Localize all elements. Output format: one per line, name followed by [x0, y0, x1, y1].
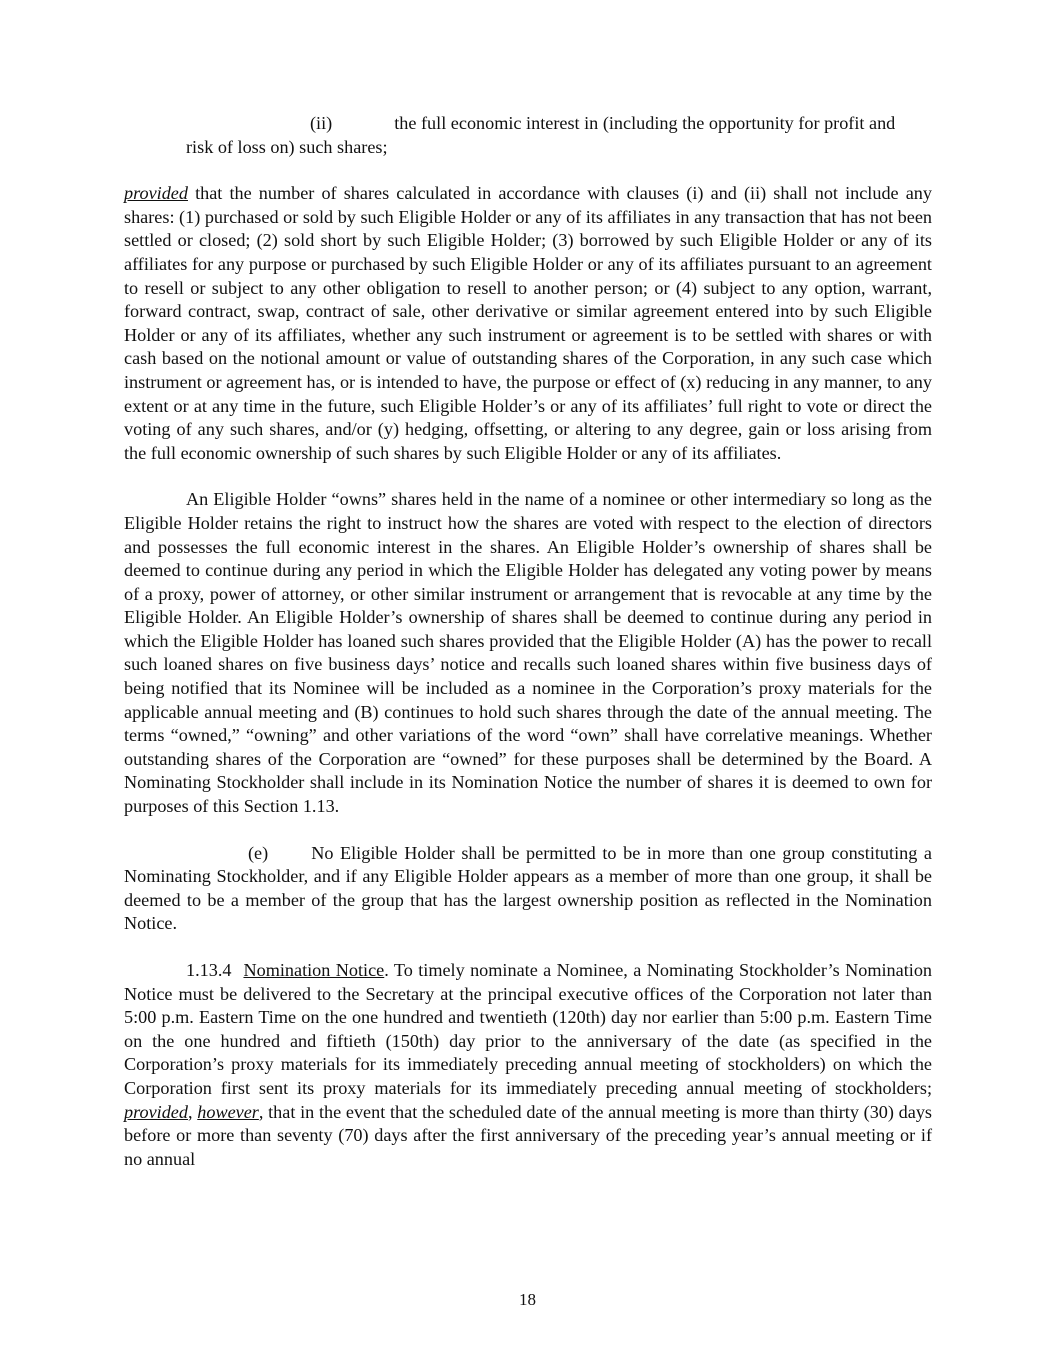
however-term: however	[197, 1101, 259, 1122]
section-text-before: To timely nominate a Nominee, a Nominating Stockholder’s Nomination Notice must be delivered to the Secretary at the principal executive offices of the Corporation not later than 5:00 p.m. Eastern Time on the one hundred and twentieth (120th) day nor earlier than 5:00 p.m. Eastern Time on the one hundred and fiftieth (150th) day prior to the anniversary of the date (as specified in the Corporation’s proxy materials for its immediately preceding annual meeting of stockholders) on which the Corporation first sent its proxy materials for its immediately preceding annual meeting of stockholders;	[124, 960, 933, 1098]
section-heading-end: .	[384, 960, 389, 980]
clause-e-text: No Eligible Holder shall be permitted to be in more than one group constituting a Nominating Stockholder, and if any Eligible Holder appears as a member of more than one group, it shall be deemed to be a member of the group that has the largest ownership position as reflected in the Nomination Notice.	[124, 842, 932, 934]
clause-ii-line1	[186, 112, 932, 136]
proviso-text: that the number of shares calculated in accordance with clauses (i) and (ii) shall not include any shares: (1) purchased or sold by such Eligible Holder or any of its affiliates in any transaction that has not been settled or closed; (2) sold short by such Eligible Holder; (3) borrowed by such Eligible Holder or any of its affiliates for any purpose or purchased by such Eligible Holder or any of its affiliates pursuant to an agreement to resell or subject to any other obligation to resell to another person; or (4) subject to any option, warrant, forward contract, swap, contract of sale, other derivative or similar agreement entered into by such Eligible Holder or any of its affiliates, whether any such instrument or agreement is to be settled with shares or with cash based on the notional amount or value of outstanding shares of the Corporation, in any such case which instrument or agreement has, or is intended to have, the purpose or effect of (x) reducing in any manner, to any extent or at any time in the future, such Eligible Holder’s or any of its affiliates’ full right to vote or direct the voting of any such shares, and/or (y) hedging, offsetting, or altering to any degree, gain or loss arising from the full economic ownership of such shares by such Eligible Holder or any of its affiliates.	[124, 183, 932, 463]
section-heading: Nomination Notice	[243, 960, 385, 980]
section-1-13-4-paragraph	[124, 959, 932, 1171]
proviso-lead: provided	[124, 183, 188, 204]
clause-e-label: (e)	[248, 842, 269, 863]
document-page	[124, 112, 932, 1171]
proviso-paragraph	[124, 182, 932, 465]
clause-ii-text: the full economic interest in (including the opportunity for profit and	[394, 113, 896, 133]
provided-term: provided	[124, 1101, 188, 1122]
comma-sep: ,	[187, 1101, 198, 1122]
clause-ii-line2: risk of loss on) such shares;	[186, 136, 388, 157]
clause-ii-label: (ii)	[310, 113, 333, 133]
section-text-after: , that in the event that the scheduled date of the annual meeting is more than thirty (30) days before or more than seventy (70) days after the first anniversary of the preceding year’s annual meeting or if no annual	[124, 1101, 933, 1169]
section-number: 1.13.4	[186, 960, 232, 980]
clause-e-paragraph	[124, 842, 932, 936]
owns-paragraph: An Eligible Holder “owns” shares held in the name of a nominee or other intermediary so long as the Eligible Holder retains the right to instruct how the shares are voted with respect to the election of directors and possesses the full economic interest in the shares. An Eligible Holder’s ownership of shares shall be deemed to continue during any period in which the Eligible Holder has delegated any voting power by means of a proxy, power of attorney, or other similar instrument or arrangement that is revocable at any time by the Eligible Holder. An Eligible Holder’s ownership of shares shall be deemed to continue during any period in which the Eligible Holder has loaned such shares provided that the Eligible Holder (A) has the power to recall such loaned shares on five business days’ notice and recalls such loaned shares within five business days of being notified that its Nominee will be included as a nominee in the Corporation’s proxy materials for the applicable annual meeting and (B) continues to hold such shares through the date of the annual meeting. The terms “owned,” “owning” and other variations of the word “own” shall have correlative meanings. Whether outstanding shares of the Corporation are “owned” for these purposes shall be determined by the Board. A Nominating Stockholder shall include in its Nomination Notice the number of shares it is deemed to own for purposes of this Section 1.13.	[124, 489, 932, 817]
page-number: 18	[519, 1290, 536, 1309]
clause-ii	[124, 112, 932, 159]
